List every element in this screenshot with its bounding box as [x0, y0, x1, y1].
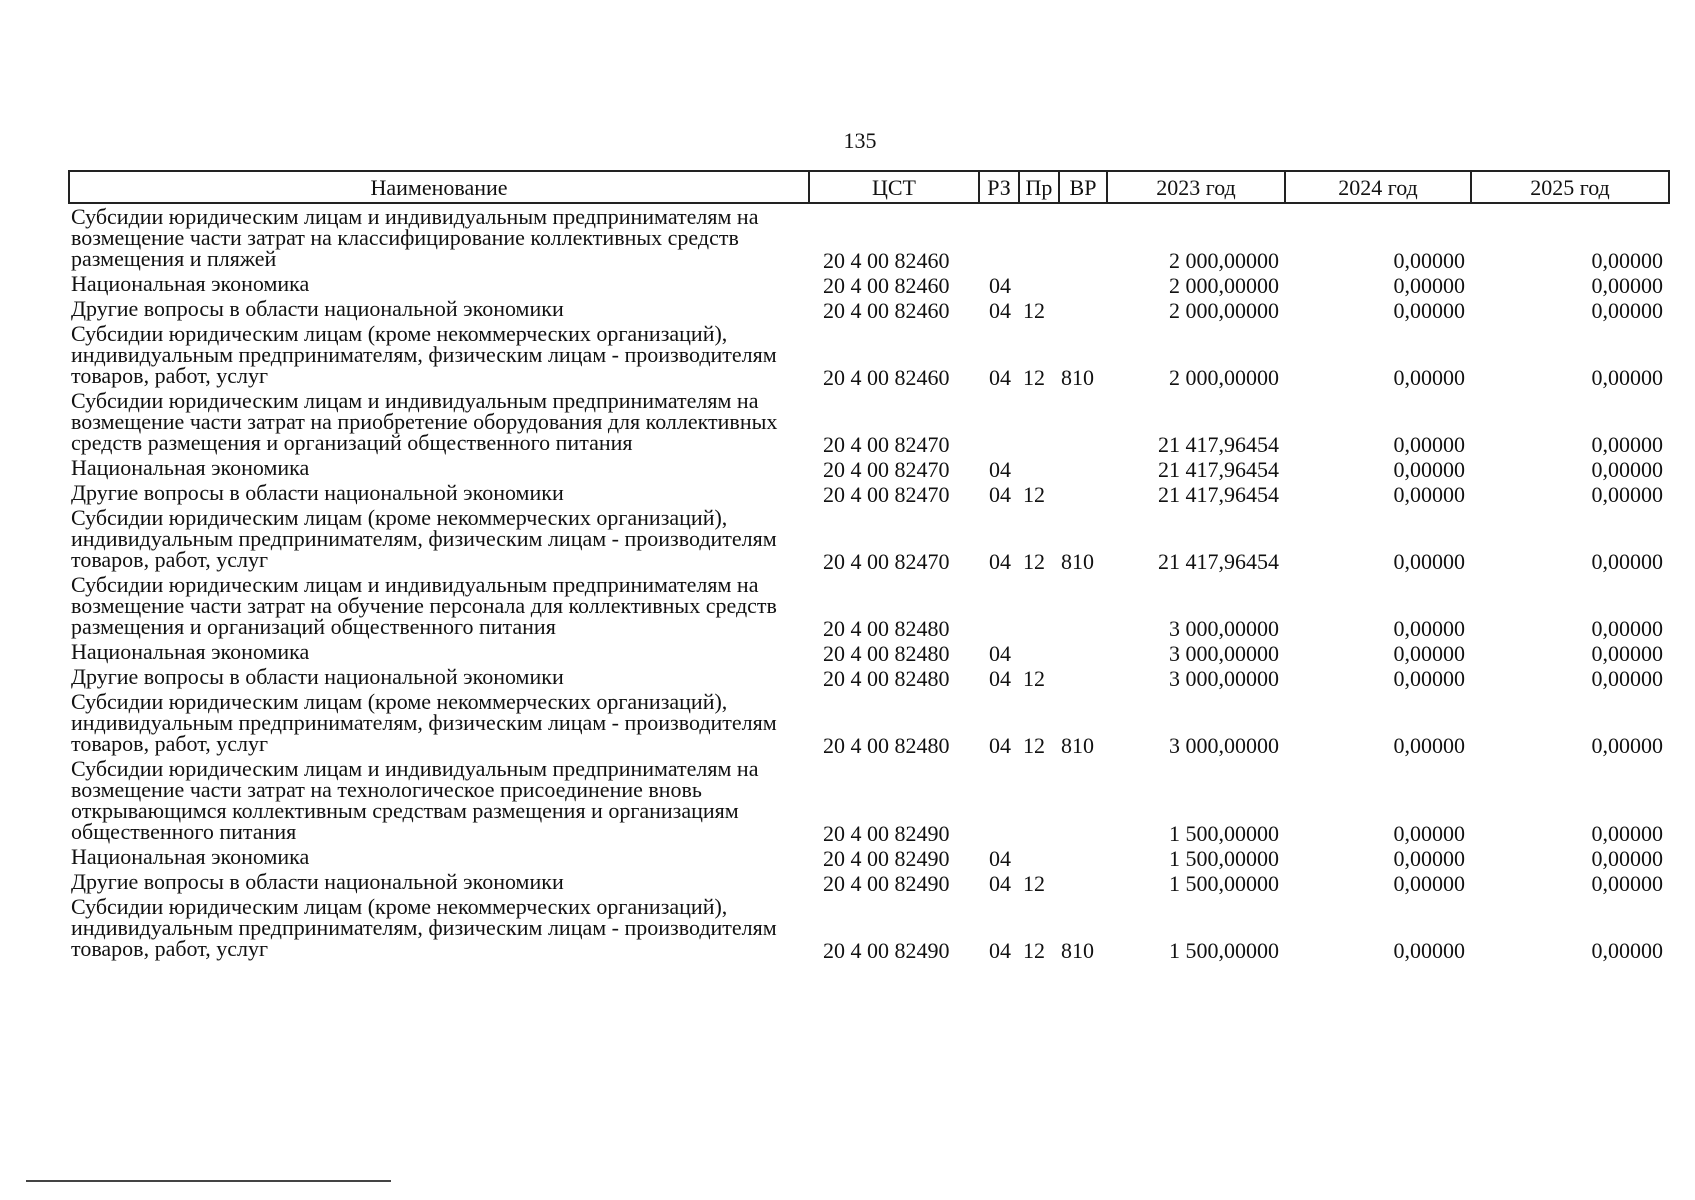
table-row: [69, 756, 1669, 844]
cell-cst: 20 4 00 82460: [823, 248, 950, 273]
cell-2024: 0,00000: [1393, 482, 1465, 507]
cell-rz: [979, 756, 1019, 844]
cell-vr: [1059, 203, 1107, 271]
cell-cst: 20 4 00 82480: [823, 666, 950, 691]
table-body: [69, 203, 1669, 961]
cell-2025: 0,00000: [1591, 871, 1663, 896]
table-header-row: [69, 171, 1669, 203]
cell-cst: 20 4 00 82460: [823, 298, 950, 323]
cell-2025: 0,00000: [1591, 549, 1663, 574]
cell-2025: 0,00000: [1591, 938, 1663, 963]
table-row: [69, 572, 1669, 639]
cell-pr: 12: [1023, 733, 1045, 758]
cell-pr: [1019, 271, 1059, 296]
cell-rz: 04: [989, 846, 1011, 871]
budget-table: [68, 170, 1670, 961]
table-row: [69, 480, 1669, 505]
cell-name: Субсидии юридическим лицам и индивидуальным предпринимателям на возмещение части затрат на классифицирование коллективных средств размещения и пляжей: [71, 204, 759, 271]
page-number: 135: [843, 128, 877, 153]
cell-2025: 0,00000: [1591, 733, 1663, 758]
cell-pr: 12: [1023, 298, 1045, 323]
cell-vr: [1059, 639, 1107, 664]
table-row: [69, 455, 1669, 480]
cell-2025: 0,00000: [1591, 457, 1663, 482]
cell-rz: 04: [989, 273, 1011, 298]
table-row: [69, 388, 1669, 455]
cell-cst: 20 4 00 82470: [823, 432, 950, 457]
header-pr: Пр: [1019, 171, 1059, 203]
cell-cst: 20 4 00 82470: [823, 457, 950, 482]
cell-2025: 0,00000: [1591, 616, 1663, 641]
cell-cst: 20 4 00 82470: [823, 549, 950, 574]
footer-divider: [26, 1180, 391, 1182]
cell-name: Другие вопросы в области национальной экономики: [71, 664, 564, 689]
cell-name: Другие вопросы в области национальной экономики: [71, 480, 564, 505]
cell-2024: 0,00000: [1393, 733, 1465, 758]
cell-name: Субсидии юридическим лицам (кроме некоммерческих организаций), индивидуальным предпринимателям, физическим лицам - производителям товаров, работ, услуг: [71, 505, 777, 572]
cell-vr: 810: [1061, 733, 1094, 758]
cell-2023: 1 500,00000: [1169, 821, 1279, 846]
cell-2025: 0,00000: [1591, 365, 1663, 390]
cell-2023: 21 417,96454: [1158, 432, 1279, 457]
cell-vr: 810: [1061, 365, 1094, 390]
cell-2024: 0,00000: [1393, 298, 1465, 323]
cell-2024: 0,00000: [1393, 666, 1465, 691]
cell-vr: 810: [1061, 938, 1094, 963]
cell-2024: 0,00000: [1393, 549, 1465, 574]
cell-vr: [1059, 271, 1107, 296]
cell-vr: [1059, 455, 1107, 480]
table-row: [69, 664, 1669, 689]
cell-pr: [1019, 639, 1059, 664]
cell-2024: 0,00000: [1393, 365, 1465, 390]
cell-rz: 04: [989, 549, 1011, 574]
cell-cst: 20 4 00 82470: [823, 482, 950, 507]
cell-name: Национальная экономика: [71, 844, 310, 869]
cell-pr: [1019, 455, 1059, 480]
cell-2025: 0,00000: [1591, 432, 1663, 457]
table-row: [69, 271, 1669, 296]
cell-name: Другие вопросы в области национальной экономики: [71, 296, 564, 321]
cell-cst: 20 4 00 82480: [823, 616, 950, 641]
cell-2025: 0,00000: [1591, 641, 1663, 666]
cell-2025: 0,00000: [1591, 482, 1663, 507]
header-rz: РЗ: [979, 171, 1019, 203]
cell-2023: 3 000,00000: [1169, 666, 1279, 691]
cell-cst: 20 4 00 82460: [823, 273, 950, 298]
cell-vr: [1059, 756, 1107, 844]
cell-name: Субсидии юридическим лицам и индивидуальным предпринимателям на возмещение части затрат на обучение персонала для коллективных средств размещения и организаций общественного питания: [71, 572, 777, 639]
cell-name: Субсидии юридическим лицам (кроме некоммерческих организаций), индивидуальным предпринимателям, физическим лицам - производителям товаров, работ, услуг: [71, 894, 777, 961]
cell-rz: 04: [989, 666, 1011, 691]
cell-cst: 20 4 00 82480: [823, 733, 950, 758]
cell-2024: 0,00000: [1393, 871, 1465, 896]
cell-2023: 2 000,00000: [1169, 248, 1279, 273]
cell-rz: [979, 388, 1019, 455]
cell-cst: 20 4 00 82460: [823, 365, 950, 390]
cell-name: Национальная экономика: [71, 271, 310, 296]
cell-vr: [1059, 869, 1107, 894]
cell-2024: 0,00000: [1393, 616, 1465, 641]
cell-2023: 21 417,96454: [1158, 549, 1279, 574]
cell-rz: 04: [989, 482, 1011, 507]
table-row: [69, 869, 1669, 894]
cell-2024: 0,00000: [1393, 273, 1465, 298]
cell-2023: 1 500,00000: [1169, 871, 1279, 896]
cell-pr: [1019, 756, 1059, 844]
cell-2023: 2 000,00000: [1169, 365, 1279, 390]
cell-rz: [979, 203, 1019, 271]
cell-rz: 04: [989, 365, 1011, 390]
cell-2024: 0,00000: [1393, 457, 1465, 482]
cell-rz: 04: [989, 298, 1011, 323]
cell-rz: [979, 572, 1019, 639]
header-vr: ВР: [1059, 171, 1107, 203]
cell-pr: 12: [1023, 482, 1045, 507]
cell-pr: [1019, 388, 1059, 455]
table-row: [69, 639, 1669, 664]
cell-2023: 21 417,96454: [1158, 457, 1279, 482]
table-row: [69, 844, 1669, 869]
table-row: [69, 203, 1669, 271]
cell-2025: 0,00000: [1591, 846, 1663, 871]
cell-cst: 20 4 00 82490: [823, 846, 950, 871]
cell-vr: [1059, 572, 1107, 639]
cell-name: Национальная экономика: [71, 639, 310, 664]
cell-cst: 20 4 00 82490: [823, 938, 950, 963]
cell-cst: 20 4 00 82490: [823, 871, 950, 896]
cell-name: Субсидии юридическим лицам (кроме некоммерческих организаций), индивидуальным предпринимателям, физическим лицам - производителям товаров, работ, услуг: [71, 689, 777, 756]
cell-pr: 12: [1023, 666, 1045, 691]
cell-name: Национальная экономика: [71, 455, 310, 480]
cell-pr: 12: [1023, 938, 1045, 963]
cell-2023: 2 000,00000: [1169, 298, 1279, 323]
cell-rz: 04: [989, 938, 1011, 963]
cell-pr: 12: [1023, 549, 1045, 574]
cell-2025: 0,00000: [1591, 248, 1663, 273]
header-2024: 2024 год: [1285, 171, 1471, 203]
cell-pr: [1019, 844, 1059, 869]
table-row: [69, 505, 1669, 572]
cell-2023: 3 000,00000: [1169, 616, 1279, 641]
cell-name: Субсидии юридическим лицам и индивидуальным предпринимателям на возмещение части затрат на приобретение оборудования для коллективных средств размещения и организаций общественного питания: [71, 388, 778, 455]
cell-2024: 0,00000: [1393, 846, 1465, 871]
table-row: [69, 321, 1669, 388]
cell-2023: 2 000,00000: [1169, 273, 1279, 298]
cell-vr: [1059, 664, 1107, 689]
cell-cst: 20 4 00 82480: [823, 641, 950, 666]
cell-vr: [1059, 480, 1107, 505]
cell-pr: 12: [1023, 871, 1045, 896]
cell-rz: 04: [989, 733, 1011, 758]
header-cst: ЦСТ: [809, 171, 979, 203]
cell-rz: 04: [989, 457, 1011, 482]
cell-rz: 04: [989, 641, 1011, 666]
cell-2024: 0,00000: [1393, 641, 1465, 666]
cell-2025: 0,00000: [1591, 821, 1663, 846]
cell-2024: 0,00000: [1393, 821, 1465, 846]
cell-2025: 0,00000: [1591, 666, 1663, 691]
cell-vr: [1059, 844, 1107, 869]
cell-rz: 04: [989, 871, 1011, 896]
cell-name: Субсидии юридическим лицам (кроме некоммерческих организаций), индивидуальным предпринимателям, физическим лицам - производителям товаров, работ, услуг: [71, 321, 777, 388]
cell-vr: [1059, 388, 1107, 455]
header-name: Наименование: [69, 171, 809, 203]
cell-vr: [1059, 296, 1107, 321]
cell-2024: 0,00000: [1393, 248, 1465, 273]
cell-2023: 3 000,00000: [1169, 733, 1279, 758]
cell-2025: 0,00000: [1591, 273, 1663, 298]
cell-2024: 0,00000: [1393, 432, 1465, 457]
cell-cst: 20 4 00 82490: [823, 821, 950, 846]
header-2025: 2025 год: [1471, 171, 1669, 203]
cell-2024: 0,00000: [1393, 938, 1465, 963]
cell-2023: 3 000,00000: [1169, 641, 1279, 666]
cell-2023: 21 417,96454: [1158, 482, 1279, 507]
cell-name: Субсидии юридическим лицам и индивидуальным предпринимателям на возмещение части затрат на технологическое присоединение вновь открывающимся коллективным средствам размещения и организациям общественного питания: [71, 756, 759, 844]
cell-pr: [1019, 572, 1059, 639]
table-row: [69, 296, 1669, 321]
header-2023: 2023 год: [1107, 171, 1285, 203]
table-row: [69, 689, 1669, 756]
cell-vr: 810: [1061, 549, 1094, 574]
cell-pr: 12: [1023, 365, 1045, 390]
cell-2023: 1 500,00000: [1169, 938, 1279, 963]
cell-pr: [1019, 203, 1059, 271]
cell-name: Другие вопросы в области национальной экономики: [71, 869, 564, 894]
cell-2023: 1 500,00000: [1169, 846, 1279, 871]
cell-2025: 0,00000: [1591, 298, 1663, 323]
table-row: [69, 894, 1669, 961]
